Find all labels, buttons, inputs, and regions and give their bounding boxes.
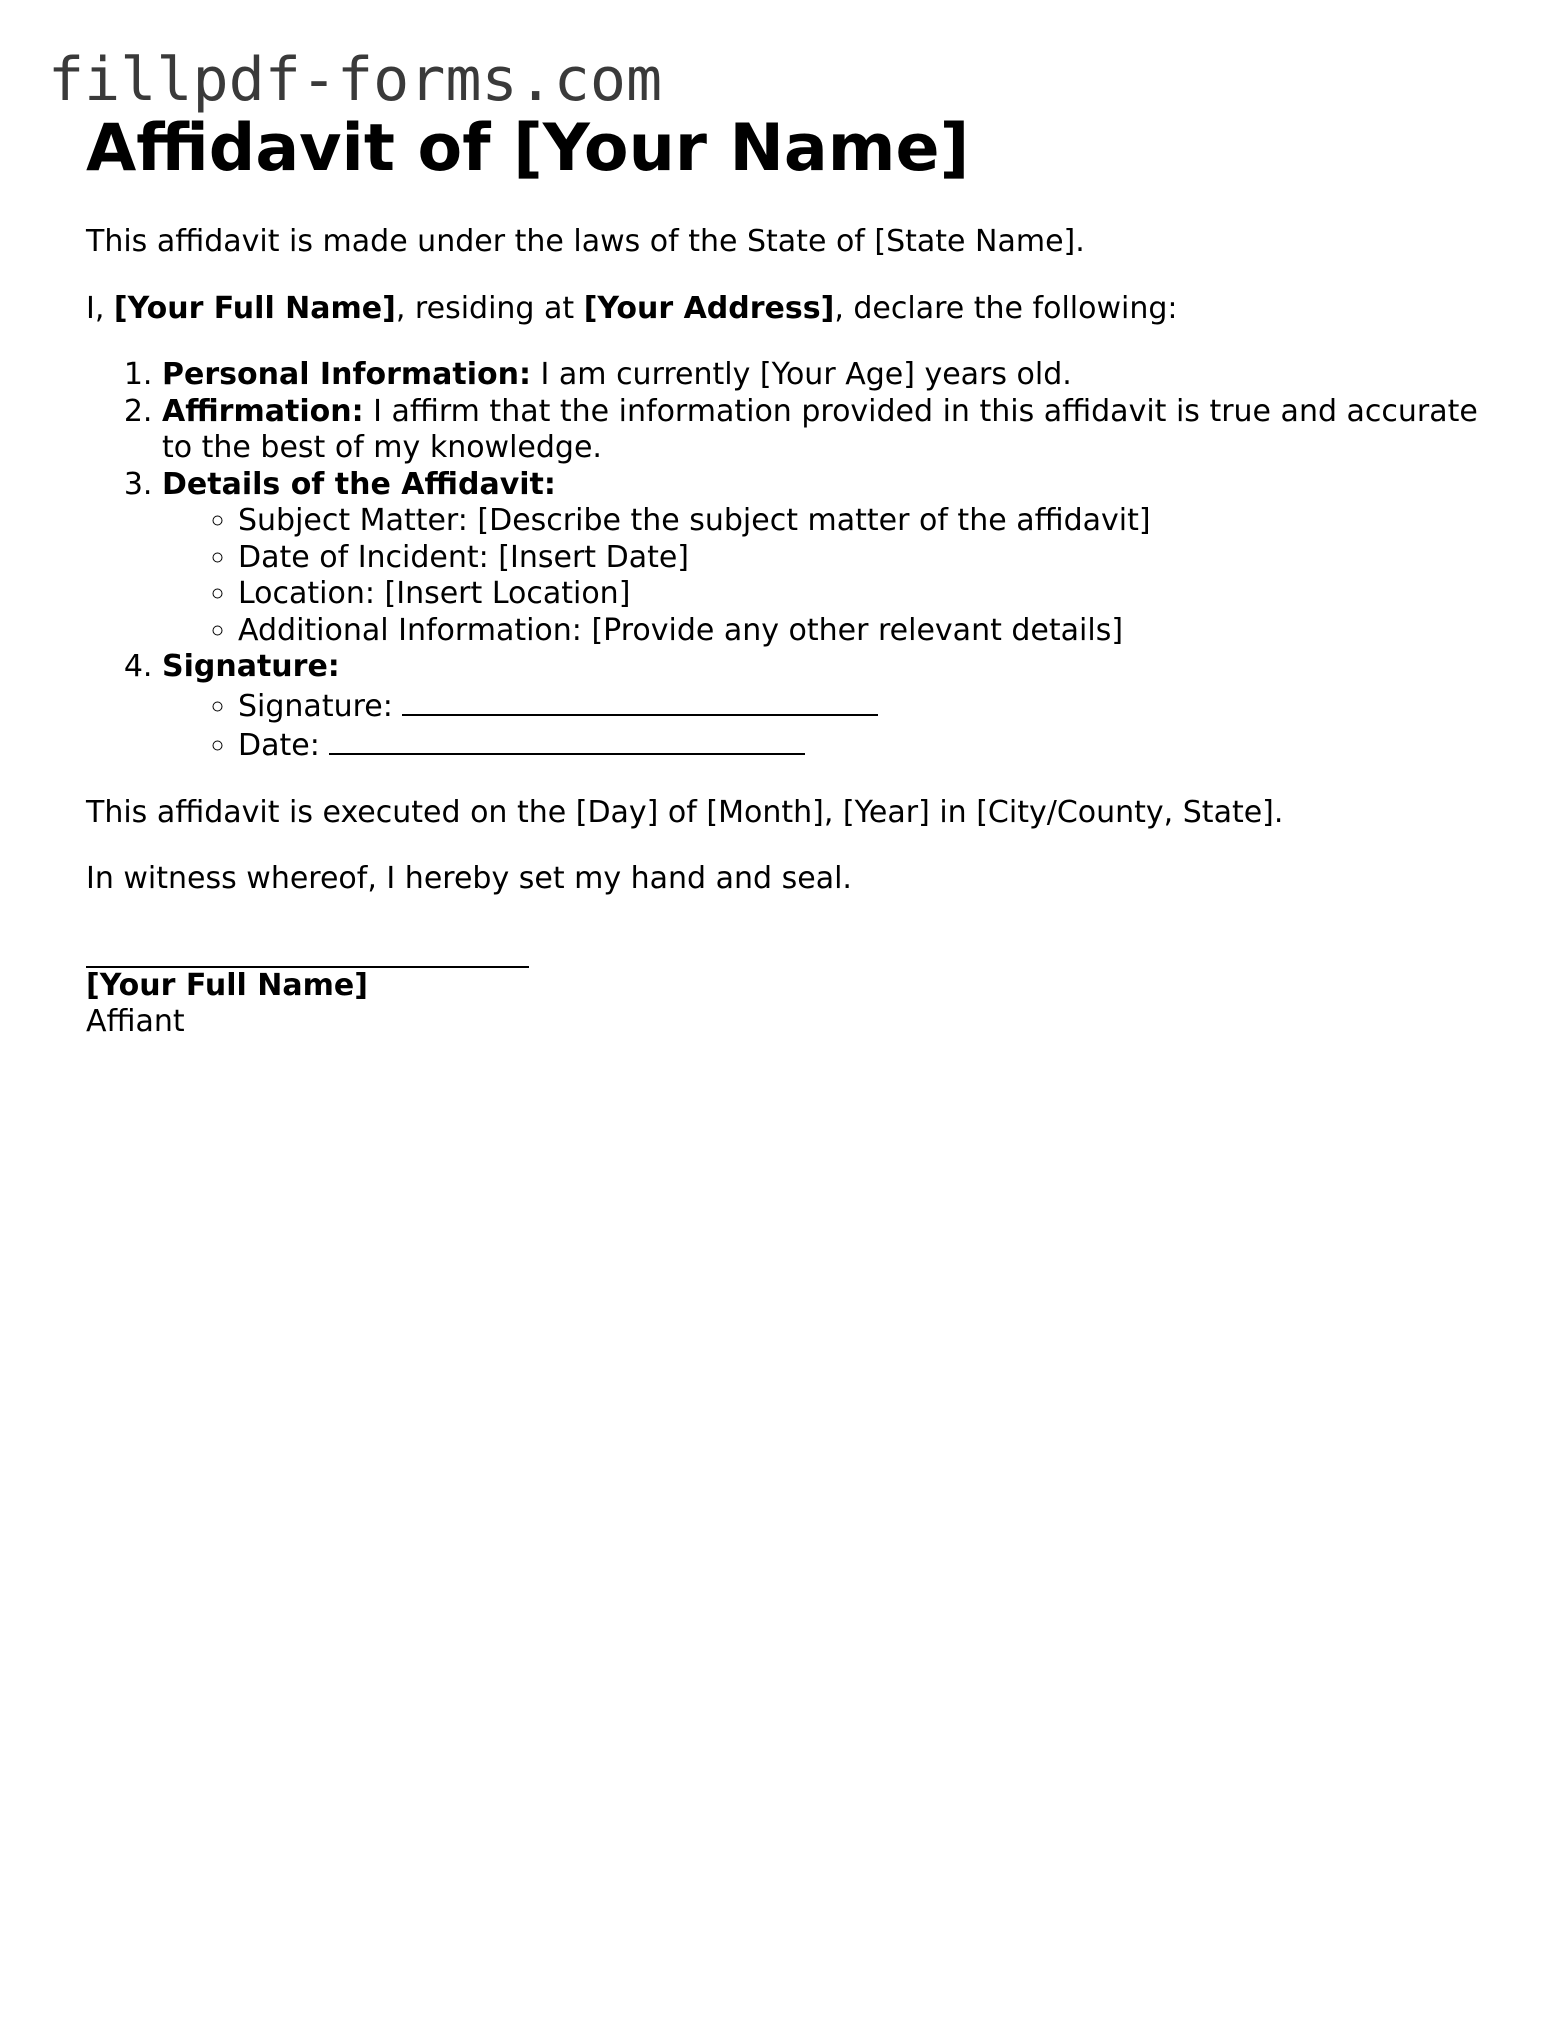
declaration-prefix: I, bbox=[86, 290, 114, 326]
affidavit-document bbox=[86, 110, 1486, 1041]
affidavit-items bbox=[86, 357, 1486, 765]
detail-date-of-incident: ◦ Date of Incident: [Insert Date] bbox=[238, 540, 1486, 577]
item-personal-information bbox=[162, 357, 1486, 394]
date-field bbox=[238, 725, 1486, 765]
declarant-address: [Your Address] bbox=[583, 290, 835, 326]
execution-paragraph: This affidavit is executed on the [Day] of [Month], [Year] in [City/County, State]. bbox=[86, 794, 1284, 830]
item-label: Personal Information: bbox=[162, 357, 531, 392]
document-title: Affidavit of [Your Name] bbox=[86, 111, 970, 186]
item-label: Details of the Affidavit: bbox=[162, 466, 556, 502]
item-signature bbox=[162, 649, 1486, 765]
date-field-label: Date: bbox=[238, 728, 330, 763]
declaration-middle: , residing at bbox=[395, 290, 584, 326]
signature-blank-line[interactable] bbox=[402, 686, 878, 716]
witness-paragraph: In witness whereof, I hereby set my hand and seal. bbox=[86, 861, 852, 896]
signature-field bbox=[238, 686, 1486, 726]
detail-location: ◦ Location: [Insert Location] bbox=[238, 576, 1486, 613]
details-list bbox=[162, 503, 1486, 649]
item-text: I am currently [Your Age] years old. bbox=[531, 357, 1072, 392]
detail-additional-information: ◦ Additional Information: [Provide any other relevant details] bbox=[238, 613, 1486, 650]
signature-field-label: Signature: bbox=[238, 688, 403, 724]
affiant-role: Affiant bbox=[86, 1004, 185, 1039]
item-affirmation bbox=[162, 394, 1486, 467]
detail-subject-matter: ◦ Subject Matter: [Describe the subject matter of the affidavit] bbox=[238, 503, 1486, 540]
item-text: I affirm that the information provided in this affidavit is true and accurate to the best of my knowledge. bbox=[162, 393, 1478, 465]
declaration-paragraph bbox=[86, 291, 1486, 328]
item-label: Signature: bbox=[162, 649, 340, 684]
item-details bbox=[162, 467, 1486, 650]
affiant-name bbox=[86, 968, 1486, 1005]
watermark: fillpdf-forms.com bbox=[48, 45, 663, 115]
intro-paragraph: This affidavit is made under the laws of the State of [State Name]. bbox=[86, 224, 1085, 259]
declaration-suffix: , declare the following: bbox=[834, 290, 1178, 326]
affiant-signature-line[interactable] bbox=[86, 934, 529, 968]
date-blank-line[interactable] bbox=[329, 725, 805, 755]
declarant-name: [Your Full Name] bbox=[113, 290, 396, 326]
item-label: Affirmation: bbox=[162, 393, 364, 429]
signature-fields bbox=[162, 686, 1486, 765]
affiant-name-text: [Your Full Name] bbox=[86, 967, 368, 1003]
signature-block bbox=[86, 934, 1486, 1041]
